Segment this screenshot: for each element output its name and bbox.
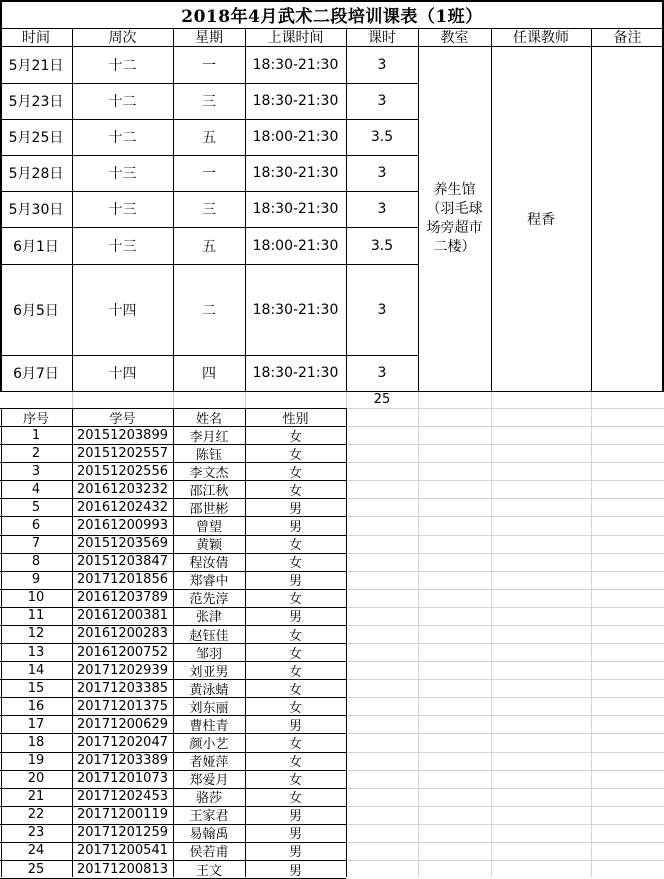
roster-cell: 女 — [288, 700, 302, 716]
roster-cell: 17 — [27, 716, 45, 732]
border — [0, 227, 418, 228]
schedule-header-cell: 上课时间 — [267, 30, 324, 46]
schedule-cell: 18:30-21:30 — [252, 301, 339, 318]
schedule-cell: 十二 — [108, 94, 137, 110]
roster-cell: 16 — [27, 698, 45, 714]
schedule-header-cell: 备注 — [613, 30, 642, 46]
roster-cell: 郑爱月 — [189, 773, 229, 788]
schedule-cell: 五 — [202, 238, 216, 255]
roster-cell: 侯若甫 — [189, 845, 229, 860]
roster-cell: 张津 — [195, 610, 222, 625]
roster-cell: 女 — [288, 682, 302, 698]
roster-cell: 13 — [27, 644, 45, 660]
roster-cell: 男 — [288, 610, 302, 625]
schedule-cell: 四 — [202, 366, 216, 382]
schedule-cell: 十三 — [108, 166, 137, 182]
roster-cell: 23 — [27, 825, 45, 841]
roster-cell: 女 — [288, 791, 302, 806]
roster-cell: 邵江秋 — [189, 483, 229, 499]
schedule-cell: 18:00-21:30 — [252, 237, 339, 254]
roster-cell: 女 — [288, 447, 302, 463]
roster-cell: 20151203899 — [77, 427, 168, 443]
border — [418, 28, 419, 391]
schedule-cell: 十四 — [108, 366, 137, 382]
roster-cell: 程汝倩 — [189, 556, 229, 571]
roster-cell: 18 — [27, 734, 45, 750]
roster-cell: 男 — [288, 520, 302, 535]
schedule-cell: 十二 — [108, 57, 137, 74]
roster-cell: 20161203232 — [77, 481, 168, 497]
roster-cell: 4 — [31, 481, 41, 497]
border — [0, 391, 664, 392]
roster-cell: 女 — [288, 628, 302, 644]
schedule-cell: 一 — [202, 57, 216, 74]
roster-cell: 19 — [27, 753, 45, 769]
roster-cell: 20171201856 — [77, 572, 168, 588]
schedule-cell: 3 — [377, 56, 387, 73]
schedule-cell: 二 — [202, 302, 216, 319]
roster-cell: 20171201259 — [77, 825, 168, 841]
schedule-cell: 3.5 — [370, 237, 394, 254]
roster-cell: 邵世彬 — [189, 501, 229, 517]
schedule-header-cell: 课时 — [368, 30, 396, 46]
roster-cell: 6 — [31, 518, 41, 533]
schedule-cell: 18:30-21:30 — [252, 165, 339, 181]
roster-cell: 21 — [27, 789, 45, 805]
roster-cell: 女 — [288, 483, 302, 499]
roster-cell: 女 — [288, 465, 302, 481]
schedule-header-cell: 教室 — [440, 30, 469, 46]
schedule-cell: 5月30日 — [8, 202, 64, 218]
roster-cell: 男 — [288, 845, 302, 860]
roster-cell: 22 — [27, 807, 45, 823]
schedule-cell: 三 — [202, 94, 216, 110]
roster-cell: 曾望 — [195, 520, 222, 535]
border — [491, 28, 492, 391]
teacher-cell: 程香 — [527, 211, 555, 228]
schedule-cell: 十三 — [108, 238, 137, 255]
schedule-cell: 三 — [202, 202, 216, 218]
roster-cell: 8 — [31, 554, 41, 570]
sheet-gridline-v — [591, 391, 592, 877]
roster-cell: 20171200119 — [77, 807, 168, 823]
page-title: 2018年4月武术二段培训课表（1班） — [181, 6, 483, 27]
roster-cell: 20161200993 — [77, 518, 168, 533]
roster-cell: 骆莎 — [195, 791, 222, 806]
border — [0, 0, 2, 391]
schedule-cell: 18:30-21:30 — [252, 365, 339, 381]
schedule-header-cell: 星期 — [195, 30, 223, 46]
roster-cell: 王家君 — [189, 809, 229, 824]
roster-cell: 20171202453 — [77, 789, 168, 805]
roster-cell: 女 — [288, 755, 302, 770]
border — [1, 408, 2, 877]
schedule-cell: 18:30-21:30 — [252, 93, 339, 109]
border — [346, 28, 347, 391]
roster-cell: 女 — [288, 538, 302, 553]
schedule-header-cell: 周次 — [108, 30, 137, 46]
border — [173, 408, 174, 877]
schedule-cell: 18:00-21:30 — [252, 129, 339, 145]
roster-cell: 女 — [288, 556, 302, 571]
schedule-cell: 五 — [202, 130, 216, 146]
border — [245, 408, 246, 877]
roster-cell: 男 — [288, 574, 302, 589]
border — [0, 46, 664, 47]
schedule-header-cell: 任课教师 — [513, 30, 569, 46]
classroom-cell: 养生馆（羽毛球场旁超市二楼） — [426, 181, 483, 255]
roster-cell: 曹柱青 — [189, 718, 229, 734]
roster-cell: 11 — [27, 608, 45, 624]
roster-cell: 20151202556 — [77, 463, 168, 479]
schedule-cell: 6月5日 — [13, 302, 59, 319]
roster-cell: 20161200752 — [77, 644, 168, 660]
schedule-cell: 十四 — [108, 302, 137, 319]
roster-cell: 14 — [27, 662, 45, 678]
roster-cell: 男 — [288, 501, 302, 517]
schedule-cell: 3 — [377, 365, 387, 381]
schedule-cell: 5月23日 — [8, 94, 64, 110]
roster-cell: 10 — [27, 590, 45, 606]
schedule-cell: 十三 — [108, 202, 137, 218]
roster-cell: 3 — [31, 463, 41, 479]
border — [591, 28, 592, 391]
schedule-cell: 6月7日 — [13, 366, 59, 382]
roster-cell: 者娅萍 — [189, 755, 229, 770]
roster-cell: 20151203847 — [77, 554, 168, 570]
roster-cell: 女 — [288, 646, 302, 662]
schedule-cell: 5月28日 — [8, 166, 64, 182]
roster-cell: 陈钰 — [195, 447, 222, 463]
schedule-cell: 3 — [377, 301, 387, 318]
roster-cell: 9 — [31, 572, 41, 588]
border — [0, 28, 664, 29]
roster-cell: 颜小艺 — [189, 736, 229, 752]
border — [0, 119, 418, 120]
roster-header-cell: 姓名 — [195, 411, 222, 427]
roster-cell: 12 — [27, 626, 45, 642]
roster-cell: 女 — [288, 736, 302, 752]
roster-cell: 20161203789 — [77, 590, 168, 606]
roster-cell: 赵钰佳 — [189, 628, 229, 644]
roster-cell: 20161200283 — [77, 626, 168, 642]
roster-cell: 20171202047 — [77, 734, 168, 750]
border — [245, 28, 246, 391]
roster-cell: 女 — [288, 429, 302, 445]
roster-cell: 郑睿中 — [189, 574, 229, 589]
roster-cell: 刘亚男 — [189, 664, 229, 680]
roster-cell: 20171200629 — [77, 716, 168, 732]
border — [72, 408, 73, 877]
roster-cell: 范先淳 — [189, 592, 229, 607]
roster-cell: 男 — [288, 718, 302, 734]
schedule-cell: 6月1日 — [13, 238, 59, 255]
border — [0, 191, 418, 192]
roster-cell: 男 — [288, 863, 302, 879]
roster-cell: 男 — [288, 809, 302, 824]
schedule-header-cell: 时间 — [22, 30, 50, 46]
roster-cell: 女 — [288, 592, 302, 607]
border — [0, 264, 418, 265]
schedule-cell: 18:30-21:30 — [252, 201, 339, 217]
roster-cell: 黄颖 — [195, 538, 222, 553]
schedule-cell: 3 — [377, 93, 387, 109]
schedule-cell: 一 — [202, 166, 216, 182]
roster-cell: 7 — [31, 536, 41, 552]
roster-cell: 1 — [31, 427, 41, 443]
schedule-cell: 5月25日 — [8, 130, 64, 146]
roster-cell: 邹羽 — [195, 646, 222, 662]
border — [0, 155, 418, 156]
roster-cell: 2 — [31, 445, 41, 461]
remarks-cell — [591, 46, 664, 391]
roster-cell: 刘东丽 — [189, 700, 229, 716]
border — [173, 28, 174, 391]
roster-cell: 李文杰 — [189, 465, 229, 481]
roster-cell: 5 — [31, 499, 41, 515]
roster-cell: 王文 — [195, 863, 222, 879]
border — [0, 83, 418, 84]
roster-cell: 20171202939 — [77, 662, 168, 678]
roster-cell: 男 — [288, 827, 302, 842]
border — [72, 28, 73, 391]
schedule-cell: 3 — [377, 165, 387, 181]
roster-cell: 女 — [288, 773, 302, 788]
schedule-cell: 18:30-21:30 — [252, 56, 339, 73]
roster-cell: 20 — [27, 771, 45, 787]
roster-cell: 24 — [27, 843, 45, 859]
roster-header-cell: 序号 — [22, 411, 49, 427]
roster-cell: 20161200381 — [77, 608, 168, 624]
roster-cell: 黄泳蜻 — [189, 682, 229, 698]
roster-cell: 20171201073 — [77, 771, 168, 787]
roster-cell: 女 — [288, 664, 302, 680]
roster-header-cell: 学号 — [109, 411, 136, 427]
roster-cell: 李月红 — [189, 429, 229, 445]
roster-cell: 20171203389 — [77, 753, 168, 769]
roster-cell: 25 — [27, 861, 45, 877]
roster-cell: 20171200813 — [77, 861, 168, 877]
schedule-cell: 5月21日 — [8, 57, 64, 74]
total-hours-cell: 25 — [373, 392, 391, 407]
roster-cell: 15 — [27, 680, 45, 696]
roster-cell: 20151203569 — [77, 536, 168, 552]
sheet-gridline-v — [491, 391, 492, 877]
border — [0, 0, 664, 2]
roster-cell: 20171200541 — [77, 843, 168, 859]
roster-cell: 20161202432 — [77, 499, 168, 515]
schedule-cell: 十二 — [108, 130, 137, 146]
schedule-cell: 3.5 — [370, 129, 394, 145]
border — [346, 408, 347, 877]
roster-header-cell: 性别 — [282, 411, 309, 427]
roster-cell: 易翰禹 — [189, 827, 229, 842]
schedule-cell: 3 — [377, 201, 387, 217]
roster-cell: 20171201375 — [77, 698, 168, 714]
sheet-gridline-v — [418, 391, 419, 877]
border — [0, 355, 418, 356]
roster-cell: 20171203385 — [77, 680, 168, 696]
roster-cell: 20151202557 — [77, 445, 168, 461]
